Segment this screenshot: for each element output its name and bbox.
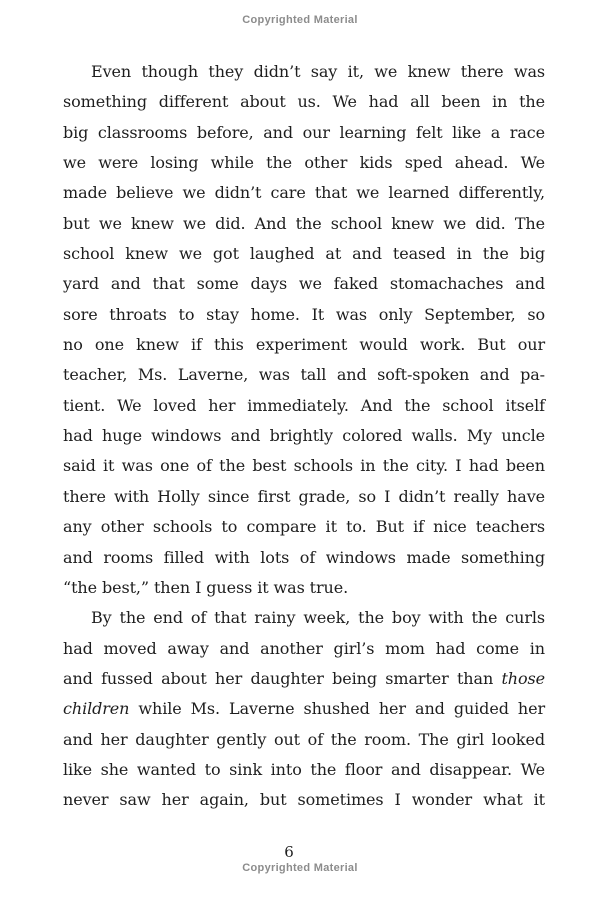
- text-segment: tient. We loved her immediately. And the school itself: [63, 395, 545, 415]
- text-segment: Even though they didn’t say it, we knew there was: [91, 62, 545, 81]
- text-segment: while Ms. Laverne shushed her and guided her: [129, 699, 545, 719]
- text-line: [63, 482, 545, 512]
- text-line: [63, 118, 545, 148]
- text-segment: said it was one of the best schools in the city. I had been: [63, 456, 545, 476]
- italic-text-segment: those: [501, 668, 545, 688]
- text-line: [63, 360, 545, 390]
- text-line: [63, 87, 545, 117]
- text-line: [63, 300, 545, 330]
- italic-text-segment: children: [63, 699, 130, 719]
- text-line: [63, 512, 545, 542]
- text-segment: “the best,” then I guess it was true.: [63, 577, 349, 597]
- text-segment: like she wanted to sink into the floor and disappear. We: [63, 759, 545, 779]
- text-line: [63, 239, 545, 269]
- text-line: [63, 755, 545, 785]
- text-line: [63, 178, 545, 208]
- copyright-notice-top: Copyrighted Material: [242, 14, 358, 26]
- text-line: [63, 269, 545, 299]
- text-line: [63, 725, 545, 755]
- text-line: [63, 785, 545, 815]
- text-line: [63, 57, 545, 87]
- text-line: [63, 664, 545, 694]
- text-line: [63, 451, 545, 481]
- text-segment: never saw her again, but sometimes I wonder what it: [63, 790, 545, 810]
- text-line: [63, 573, 545, 603]
- text-segment: had huge windows and brightly colored walls. My uncle: [63, 426, 545, 446]
- text-line: [63, 634, 545, 664]
- text-segment: and fussed about her daughter being smarter than: [63, 668, 502, 688]
- text-segment: there with Holly since first grade, so I didn’t really have: [63, 486, 545, 506]
- text-line: [63, 694, 545, 724]
- copyright-notice-bottom: Copyrighted Material: [242, 862, 358, 874]
- text-segment: school knew we got laughed at and teased in the big: [63, 244, 545, 264]
- text-segment: we were losing while the other kids sped ahead. We: [63, 153, 545, 173]
- page-number: 6: [284, 843, 294, 861]
- text-segment: teacher, Ms. Laverne, was tall and soft-spoken and pa-: [63, 365, 545, 385]
- text-line: [63, 603, 545, 633]
- page-text-block: [63, 57, 545, 816]
- text-segment: and her daughter gently out of the room. The girl looked: [63, 729, 545, 749]
- text-segment: By the end of that rainy week, the boy with the curls: [91, 608, 545, 628]
- text-segment: made believe we didn’t care that we learned differently,: [63, 183, 545, 203]
- text-segment: sore throats to stay home. It was only September, so: [63, 304, 545, 324]
- text-line: [63, 421, 545, 451]
- text-segment: yard and that some days we faked stomachaches and: [63, 274, 545, 294]
- text-segment: had moved away and another girl’s mom had come in: [63, 638, 545, 658]
- text-segment: something different about us. We had all been in the: [63, 92, 545, 112]
- text-segment: big classrooms before, and our learning felt like a race: [63, 122, 545, 142]
- text-segment: and rooms filled with lots of windows made something: [63, 547, 545, 567]
- text-segment: but we knew we did. And the school knew we did. The: [63, 213, 545, 233]
- text-line: [63, 543, 545, 573]
- text-line: [63, 330, 545, 360]
- text-line: [63, 209, 545, 239]
- text-segment: no one knew if this experiment would work. But our: [63, 335, 545, 355]
- text-line: [63, 148, 545, 178]
- text-line: [63, 391, 545, 421]
- text-segment: any other schools to compare it to. But if nice teachers: [63, 517, 545, 537]
